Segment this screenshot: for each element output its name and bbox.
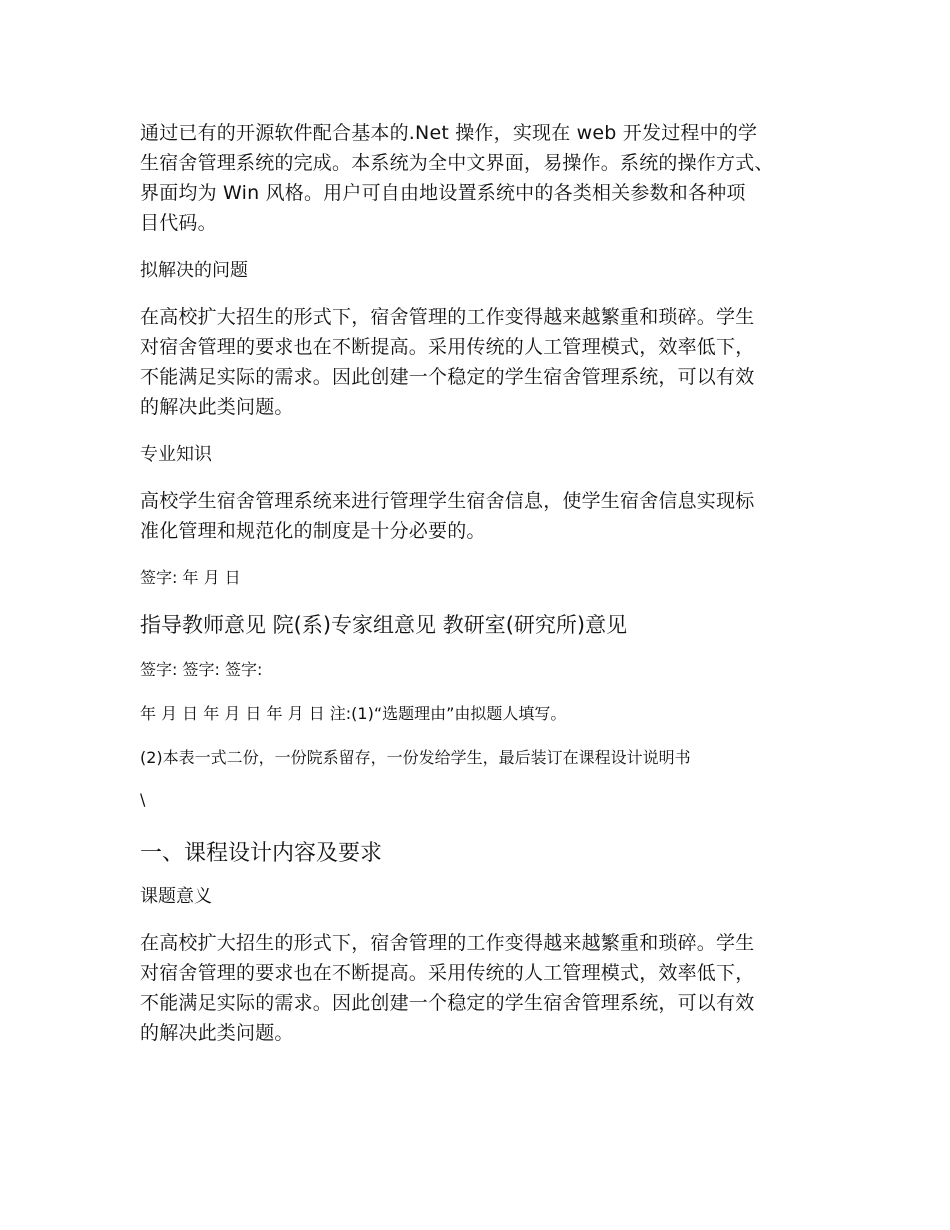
- section-line: 不能满足实际的需求。因此创建一个稳定的学生宿舍管理系统，可以有效: [140, 992, 755, 1014]
- problem-paragraph: [140, 302, 820, 422]
- problem-heading: 拟解决的问题: [140, 260, 248, 281]
- opinions-heading: 指导教师意见 院(系)专家组意见 教研室(研究所)意见: [140, 613, 628, 637]
- knowledge-line: 高校学生宿舍管理系统来进行管理学生宿舍信息，使学生宿舍信息实现标: [140, 490, 755, 512]
- signatures-row: 签字: 签字: 签字:: [140, 660, 263, 679]
- knowledge-line: 准化管理和规范化的制度是十分必要的。: [140, 520, 486, 542]
- intro-line: 生宿舍管理系统的完成。本系统为全中文界面，易操作。系统的操作方式、: [140, 152, 774, 174]
- note-2: (2)本表一式二份，一份院系留存，一份发给学生，最后装订在课程设计说明书: [140, 748, 691, 767]
- dates-note: 年 月 日 年 月 日 年 月 日 注:(1)“选题理由”由拟题人填写。: [140, 704, 567, 723]
- section-subheading: 课题意义: [140, 886, 212, 907]
- intro-line: 通过已有的开源软件配合基本的.Net 操作，实现在 web 开发过程中的学: [140, 122, 758, 144]
- knowledge-heading: 专业知识: [140, 444, 212, 465]
- backslash-mark: \: [140, 790, 146, 809]
- signature-line: 签字: 年 月 日: [140, 568, 241, 587]
- intro-line: 界面均为 Win 风格。用户可自由地设置系统中的各类相关参数和各种项: [140, 182, 746, 204]
- section-paragraph: [140, 928, 820, 1048]
- problem-line: 对宿舍管理的要求也在不断提高。采用传统的人工管理模式，效率低下，: [140, 336, 755, 358]
- intro-paragraph: [140, 118, 820, 238]
- problem-line: 在高校扩大招生的形式下，宿舍管理的工作变得越来越繁重和琐碎。学生: [140, 306, 755, 328]
- problem-line: 不能满足实际的需求。因此创建一个稳定的学生宿舍管理系统，可以有效: [140, 366, 755, 388]
- intro-line: 目代码。: [140, 212, 217, 234]
- section-line: 对宿舍管理的要求也在不断提高。采用传统的人工管理模式，效率低下，: [140, 962, 755, 984]
- document-content: [140, 118, 820, 1066]
- section-line: 在高校扩大招生的形式下，宿舍管理的工作变得越来越繁重和琐碎。学生: [140, 932, 755, 954]
- section-line: 的解决此类问题。: [140, 1022, 294, 1044]
- knowledge-paragraph: [140, 486, 820, 546]
- problem-line: 的解决此类问题。: [140, 396, 294, 418]
- section-title: 一、课程设计内容及要求: [140, 841, 383, 866]
